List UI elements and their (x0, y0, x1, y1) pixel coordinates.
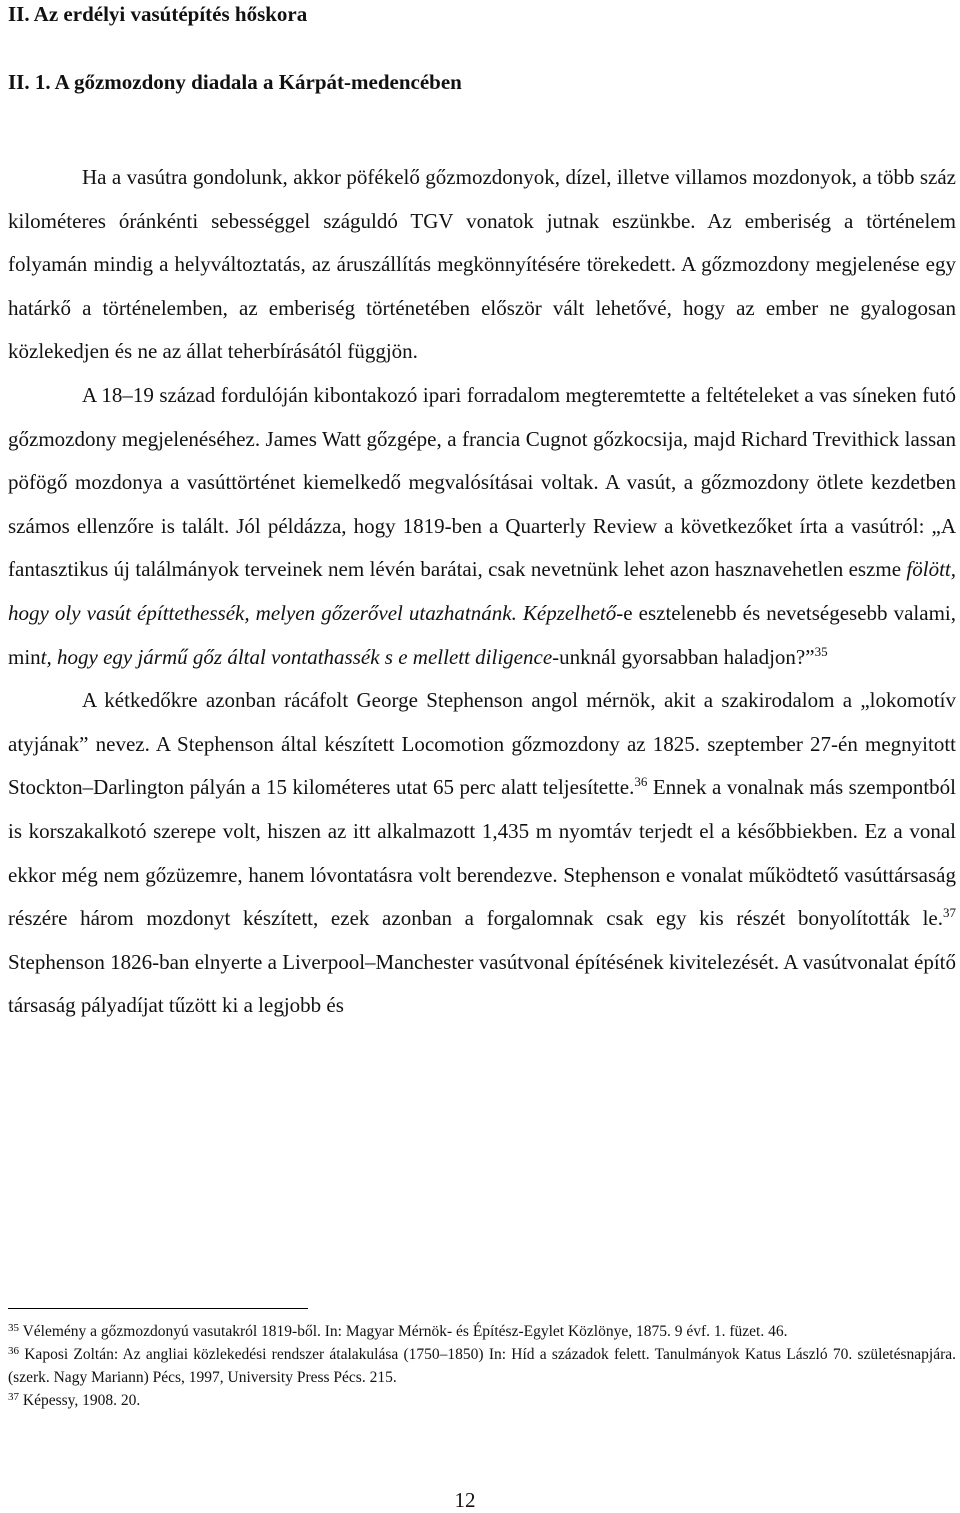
paragraph-3 (8, 679, 956, 1028)
footnote-number: 36 (8, 1345, 19, 1357)
body-text (8, 156, 956, 1028)
paragraph-3-text-c: Stephenson 1826-ban elnyerte a Liverpool–Manchester vasútvonal építésének kivitelezését. A vasútvonalat építő társaság pályadíjat tűzött ki a legjobb és (8, 949, 956, 1018)
footnote-number: 37 (8, 1391, 19, 1403)
footnote-ref-37[interactable]: 37 (943, 905, 956, 921)
footnote-number: 35 (8, 1322, 19, 1334)
paragraph-1: Ha a vasútra gondolunk, akkor pöfékelő gőzmozdonyok, dízel, illetve villamos mozdonyok, a több száz kilométeres óránkénti sebességgel száguldó TGV vonatok jutnak eszünkbe. Az emberiség a történelem folyamán mindig a helyváltoztatás, az áruszállítás megkönnyítésére törekedett. A gőzmozdony megjelenése egy határkő a történelemben, az emberiség történetében először vált lehetővé, hogy az ember ne gyalogosan közlekedjen és ne az állat teherbírásától függjön. (8, 165, 956, 364)
footnote-text: Képessy, 1908. 20. (19, 1392, 141, 1409)
footnote-text: Vélemény a gőzmozdonyú vasutakról 1819-ből. In: Magyar Mérnök- és Építész-Egylet Közlönye, 1875. 9 évf. 1. füzet. 46. (19, 1323, 788, 1340)
footnotes (8, 1320, 956, 1412)
paragraph-3-text-b: Ennek a vonalnak más szempontból is korszakalkotó szerepe volt, hiszen az itt alkalmazott 1,435 m nyomtáv terjedt el a későbbiekben. Ez a vonal ekkor még nem gőzüzemre, hanem lóvontatásra volt berendezve. Stephenson e vonalat működtető vasúttársaság részére három mozdonyt készített, ezek azonban a forgalomnak csak egy kis részét bonyolították le. (8, 775, 956, 931)
page-number: 12 (454, 1488, 476, 1512)
paragraph-3-text-a: A kétkedőkre azonban rácáfolt George Stephenson angol mérnök, akit a szakirodalom a „lokomotív atyjának” nevez. A Stephenson által készített Locomotion gőzmozdony az 1825. szeptember 27-én megnyitott Stockton–Darlington pályán a 15 kilométeres utat 65 perc alatt teljesítette. (8, 688, 956, 800)
footnote-37 (8, 1389, 956, 1412)
footnote-35 (8, 1320, 956, 1343)
paragraph-2-text-b: -e esztelenebb és nevetségesebb valami, min (8, 600, 956, 669)
footnote-divider (8, 1308, 308, 1309)
paragraph-2-text-c: -unknál gyorsabban haladjon?” (552, 644, 815, 669)
paragraph-2-italic-1: fölött, hogy oly vasút építtethessék, melyen gőzerővel utazhatnánk. Képzelhető (8, 557, 956, 625)
paragraph-2 (8, 374, 956, 679)
section-heading: II. 1. A gőzmozdony diadala a Kárpát-medencében (8, 70, 462, 94)
footnote-ref-35[interactable]: 35 (814, 643, 828, 659)
footnote-ref-36[interactable]: 36 (634, 774, 648, 790)
paragraph-2-italic-2: t, hogy egy jármű gőz által vontathassék s e mellett diligence (40, 644, 553, 669)
chapter-heading: II. Az erdélyi vasútépítés hőskora (8, 2, 308, 26)
footnote-36 (8, 1343, 956, 1389)
paragraph-2-text-a: A 18–19 század fordulóján kibontakozó ipari forradalom megteremtette a feltételeket a vas síneken futó gőzmozdony megjelenéséhez. James Watt gőzgépe, a francia Cugnot gőzkocsija, majd Richard Trevithick lassan pöfögő mozdonya a vasúttörténet kiemelkedő megvalósításai voltak. A vasút, a gőzmozdony ötlete kezdetben számos ellenzőre is talált. Jól példázza, hogy 1819-ben a Quarterly Review a következőket írta a vasútról: „A fantasztikus új találmányok terveinek nem lévén barátai, csak nevetnünk lehet azon hasznavehetlen eszme (8, 382, 956, 582)
footnote-text: Kaposi Zoltán: Az angliai közlekedési rendszer átalakulása (1750–1850) In: Híd a századok felett. Tanulmányok Katus László 70. születésnapjára. (szerk. Nagy Mariann) Pécs, 1997, University Press Pécs. 215. (8, 1346, 956, 1386)
